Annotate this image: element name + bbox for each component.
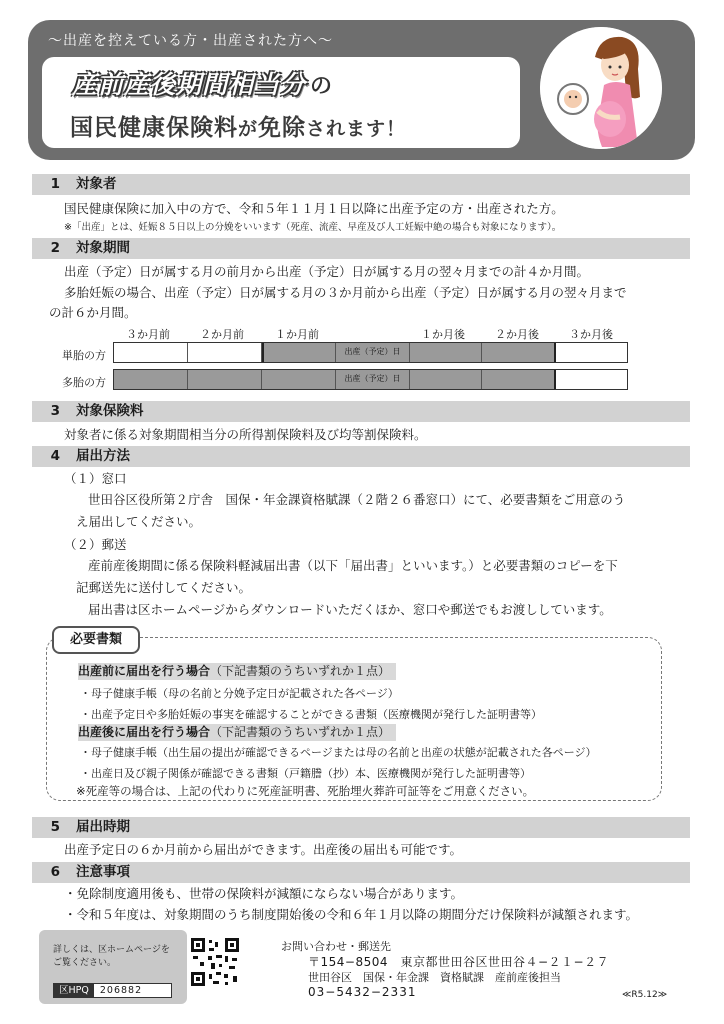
section-6-number: 6	[50, 864, 60, 880]
homepage-info-line-1: 詳しくは、区ホームページを	[53, 945, 170, 955]
section-4-window-body-2: え届出してください。	[76, 514, 202, 529]
table-header-3m-after: ３か月後	[569, 328, 613, 341]
before-item-2: ・出産予定日や多胎妊娠の事実を確認することができる書類（医療機関が発行した証明書等）	[80, 708, 542, 721]
hpq-label: 区HPQ	[54, 984, 94, 997]
after-birth-title: 出産後に届出を行う場合	[78, 725, 211, 739]
contact-title: お問い合わせ・郵送先	[281, 940, 391, 953]
homepage-info-line-2: ご覧ください。	[53, 958, 117, 968]
section-3-body: 対象者に係る対象期間相当分の所得割保険料及び均等割保険料。	[64, 427, 427, 442]
section-4-mail-body-1: 産前産後期間に係る保険料軽減届出書（以下「届出書」といいます。）と必要書類のコピーを下	[88, 558, 618, 573]
section-2-body-2: 多胎妊娠の場合、出産（予定）日が属する月の３か月前から出産（予定）日が属する月の翌々月まで	[64, 285, 627, 300]
section-4-title: 届出方法	[76, 448, 130, 464]
contact-department: 世田谷区 国保・年金課 資格賦課 産前産後担当	[308, 971, 561, 984]
after-birth-heading	[78, 724, 396, 741]
title-emphasis: 産前産後期間相当分	[72, 70, 307, 99]
multiple-birth-period-bar	[113, 369, 628, 390]
period-cell-covered	[114, 370, 188, 389]
table-header-2m-before: ２か月前	[200, 328, 244, 341]
section-4-number: 4	[50, 448, 60, 464]
section-1-note: ※「出産」とは、妊娠８５日以上の分娩をいいます（死産、流産、早産及び人工妊娠中絶の場合も対象になります）。	[64, 222, 562, 233]
period-cell-covered	[262, 370, 336, 389]
section-4-mail-body-2: 記郵送先に送付してください。	[76, 580, 252, 595]
table-header-3m-before: ３か月前	[126, 328, 170, 341]
title-exempt: 免除	[258, 115, 307, 141]
period-cell-covered	[262, 343, 336, 362]
death-note: ※死産等の場合は、上記の代わりに死産証明書、死胎埋火葬許可証等をご用意ください。	[76, 784, 535, 798]
section-4-sub-window: （１）窓口	[64, 471, 127, 486]
hpq-number: 206882	[99, 985, 143, 996]
after-item-2: ・出産日及び親子関係が確認できる書類（戸籍謄（抄）本、医療機関が発行した証明書等）	[80, 767, 531, 780]
title-end: されます！	[306, 118, 407, 140]
period-cell-covered	[482, 343, 556, 362]
period-cell-covered	[410, 370, 482, 389]
homepage-info-text	[53, 944, 170, 970]
table-header-1m-before: １か月前	[275, 328, 319, 341]
table-header-1m-after: １か月後	[421, 328, 465, 341]
after-birth-note: （下記書類のうちいずれか１点）	[210, 725, 391, 739]
period-cell	[114, 343, 188, 362]
section-3-heading	[32, 401, 690, 422]
section-5-heading	[32, 817, 690, 838]
row-label-multiple: 多胎の方	[62, 376, 106, 389]
hpq-code	[53, 983, 172, 998]
section-5-title: 届出時期	[76, 819, 130, 835]
contact-phone: 03−5432−2331	[308, 985, 417, 999]
title-particle: の	[310, 74, 333, 99]
qr-code-icon[interactable]	[189, 936, 241, 988]
section-4-mail-body-3: 届出書は区ホームページからダウンロードいただくほか、窓口や郵送でもお渡ししています。	[88, 602, 612, 617]
contact-postal-address: 〒154−8504 東京都世田谷区世田谷４−２１−２７	[308, 955, 610, 969]
before-birth-heading	[78, 663, 396, 680]
single-birth-period-bar	[113, 342, 628, 363]
table-header-2m-after: ２か月後	[495, 328, 539, 341]
section-6-body-1: ・免除制度適用後も、世帯の保険料が減額にならない場合があります。	[64, 886, 464, 901]
section-2-body-3: の計６か月間。	[49, 305, 137, 320]
section-2-heading	[32, 238, 690, 259]
title-line1	[72, 65, 332, 101]
pregnant-woman-illustration	[540, 27, 662, 149]
section-3-number: 3	[50, 403, 60, 419]
before-birth-note: （下記書類のうちいずれか１点）	[210, 664, 391, 678]
section-3-title: 対象保険料	[76, 403, 144, 419]
before-birth-title: 出産前に届出を行う場合	[78, 664, 211, 678]
version-note: ≪R5.12≫	[622, 990, 668, 1000]
period-cell-covered	[410, 343, 482, 362]
section-4-sub-mail: （２）郵送	[64, 537, 127, 552]
title-insurance: 国民健康保険料	[70, 115, 238, 141]
required-documents-tab: 必要書類	[52, 626, 140, 654]
period-cell-covered	[482, 370, 556, 389]
birth-label: 出産（予定）日	[344, 374, 401, 383]
birth-label: 出産（予定）日	[344, 347, 401, 356]
section-2-number: 2	[50, 240, 60, 256]
before-item-1: ・母子健康手帳（母の名前と分娩予定日が記載された各ページ）	[80, 687, 399, 700]
period-cell-birth	[336, 370, 410, 389]
title-line2	[70, 109, 406, 142]
row-label-single: 単胎の方	[62, 349, 106, 362]
section-5-number: 5	[50, 819, 60, 835]
section-2-title: 対象期間	[76, 240, 130, 256]
title-ga: が	[238, 118, 259, 140]
section-5-body: 出産予定日の６か月前から届出ができます。出産後の届出も可能です。	[64, 842, 463, 857]
section-6-body-2: ・令和５年度は、対象期間のうち制度開始後の令和６年１月以降の期間分だけ保険料が減額されます。	[64, 907, 639, 922]
section-6-title: 注意事項	[76, 864, 130, 880]
section-1-number: 1	[50, 176, 60, 192]
section-1-heading	[32, 174, 690, 195]
section-2-body-1: 出産（予定）日が属する月の前月から出産（予定）日が属する月の翌々月までの計４か月間。	[64, 264, 590, 279]
section-1-body: 国民健康保険に加入中の方で、令和５年１１月１日以降に出産予定の方・出産された方。	[64, 201, 564, 216]
period-cell-covered	[188, 370, 262, 389]
header-subtitle: 〜出産を控えている方・出産された方へ〜	[48, 33, 333, 49]
section-1-title: 対象者	[76, 176, 117, 192]
period-cell	[188, 343, 262, 362]
after-item-1: ・母子健康手帳（出生届の提出が確認できるページまたは母の名前と出産の状態が記載された各ページ）	[80, 746, 597, 759]
title-box	[42, 57, 520, 148]
section-4-window-body-1: 世田谷区役所第２庁舎 国保・年金課資格賦課（２階２６番窓口）にて、必要書類をご用意のう	[88, 492, 626, 507]
period-cell-birth	[336, 343, 410, 362]
section-4-heading	[32, 446, 690, 467]
section-6-heading	[32, 862, 690, 883]
